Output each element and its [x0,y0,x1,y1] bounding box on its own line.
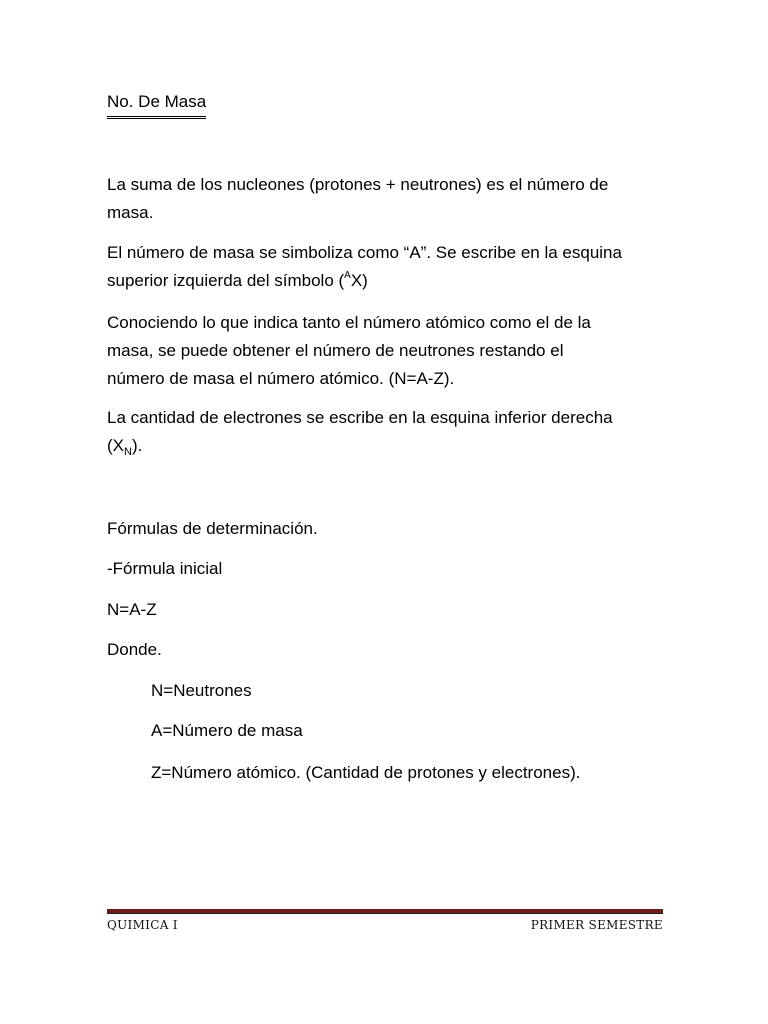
formula-equation: N=A-Z [107,600,157,619]
section-heading: No. De Masa [107,88,206,119]
definition-mass-number: A=Número de masa [151,721,303,740]
paragraph-mass-number-definition [107,171,608,227]
footer-rule [107,909,663,914]
text-fragment: (X [107,436,124,455]
text-fragment: superior izquierda del símbolo ( [107,271,345,290]
text-line: El número de masa se simboliza como “A”. Se escribe en la esquina [107,243,622,262]
text-line: La cantidad de electrones se escribe en la esquina inferior derecha [107,408,613,427]
text-line: masa, se puede obtener el número de neutrones restando el [107,341,564,360]
paragraph-neutron-calculation [107,309,591,393]
text-fragment: ). [131,436,143,455]
text-line: número de masa el número atómico. (N=A-Z). [107,369,455,388]
formula-initial-label: -Fórmula inicial [107,559,223,578]
paragraph-mass-symbol [107,239,622,295]
formula-where-label: Donde. [107,640,162,659]
text-line: masa. [107,203,154,222]
formulas-title: Fórmulas de determinación. [107,519,318,538]
subscript-n: N [124,446,132,458]
footer-right-text: PRIMER SEMESTRE [530,918,663,932]
text-line-with-superscript [107,267,622,295]
paragraph-electrons [107,404,613,460]
definition-neutrons: N=Neutrones [151,681,252,700]
superscript-a: A [344,270,351,281]
text-line-with-subscript [107,432,613,460]
footer-left-text: QUIMICA I [107,918,178,932]
text-line: Conociendo lo que indica tanto el número atómico como el de la [107,313,591,332]
text-fragment: X) [350,271,368,290]
definition-atomic-number: Z=Número atómico. (Cantidad de protones y electrones). [151,763,581,782]
text-line: La suma de los nucleones (protones + neutrones) es el número de [107,175,609,194]
